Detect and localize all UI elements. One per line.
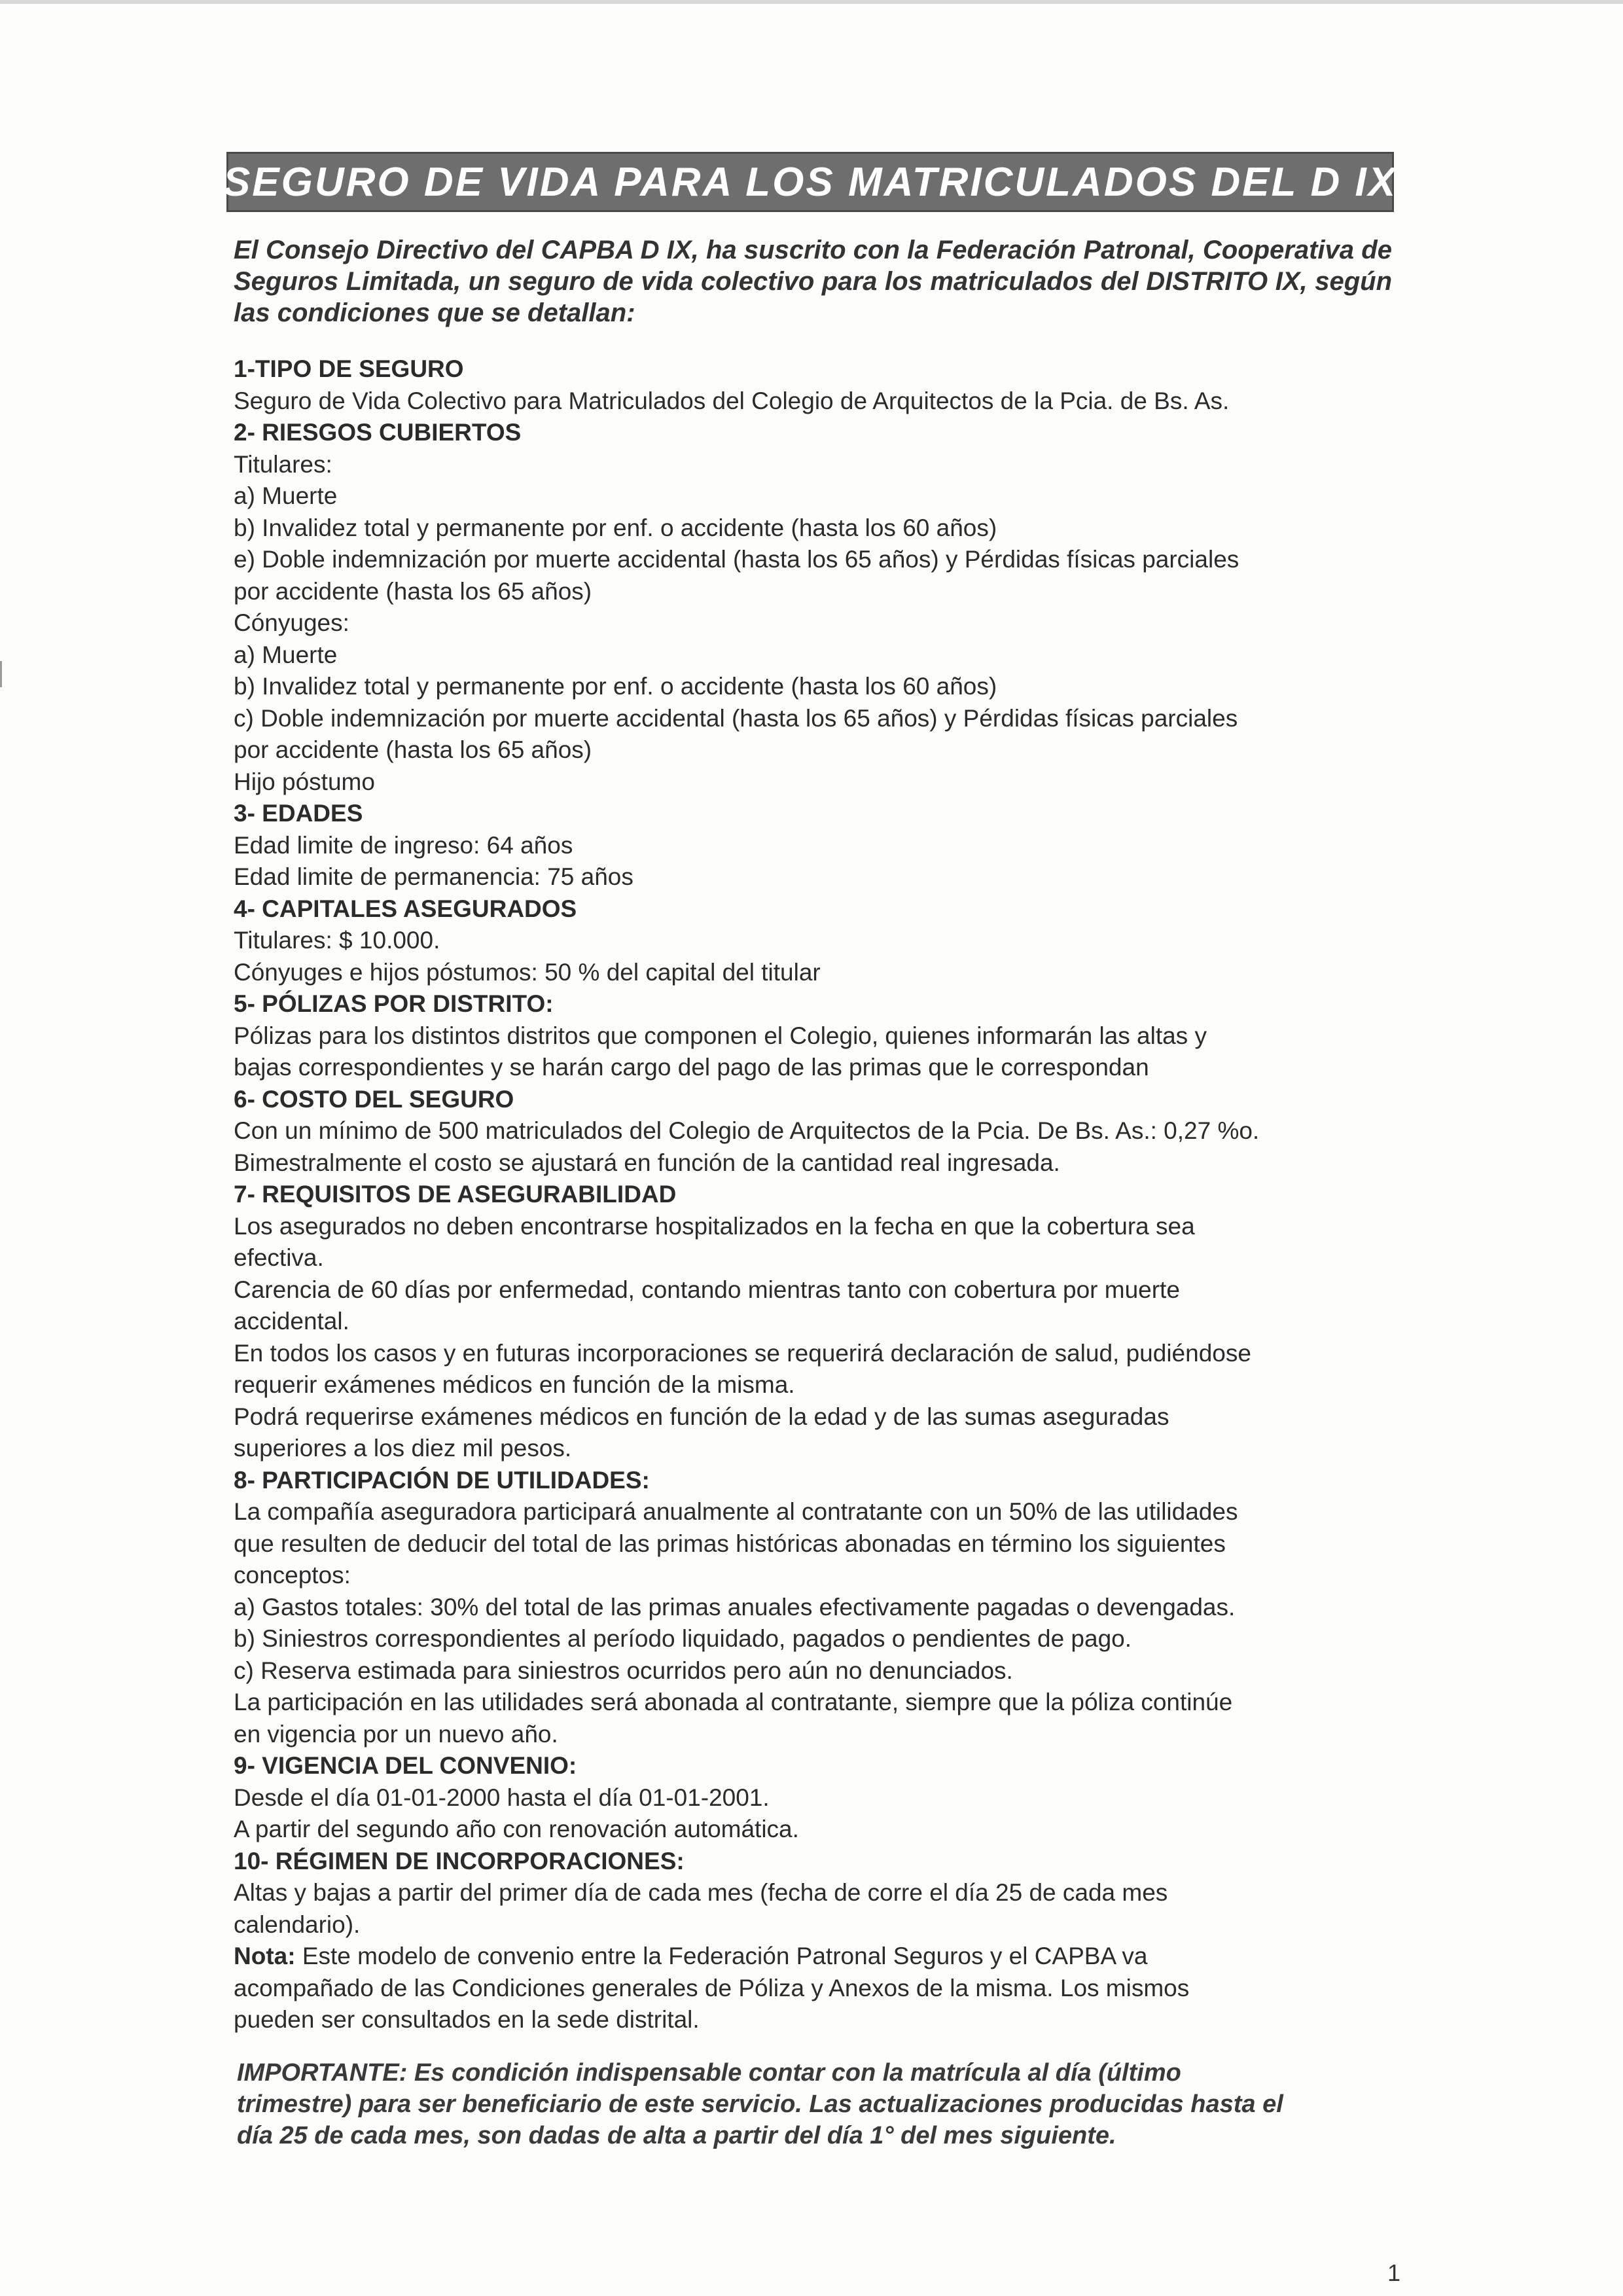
section-line: superiores a los diez mil pesos. bbox=[234, 1435, 572, 1462]
important-line: trimestre) para ser beneficiario de este servicio. Las actualizaciones producidas hasta el bbox=[237, 2090, 1283, 2118]
scan-margin-mark bbox=[0, 661, 2, 687]
section-heading-polizas-por-distrito: 5- PÓLIZAS POR DISTRITO: bbox=[234, 990, 554, 1017]
section-line: Desde el día 01-01-2000 hasta el día 01-01-2001. bbox=[234, 1784, 770, 1811]
section-line: conceptos: bbox=[234, 1562, 351, 1588]
section-line: Seguro de Vida Colectivo para Matriculados del Colegio de Arquitectos de la Pcia. de Bs. As. bbox=[234, 387, 1230, 414]
section-line: Titulares: $ 10.000. bbox=[234, 927, 440, 954]
section-heading-riesgos-cubiertos: 2- RIESGOS CUBIERTOS bbox=[234, 419, 522, 446]
section-line: efectiva. bbox=[234, 1244, 324, 1271]
section-line: c) Doble indemnización por muerte accidental (hasta los 65 años) y Pérdidas físicas parciales bbox=[234, 704, 1238, 732]
page-number: 1 bbox=[1387, 2259, 1401, 2286]
section-line: Podrá requerirse exámenes médicos en función de la edad y de las sumas aseguradas bbox=[234, 1403, 1169, 1430]
section-heading-participacion-utilidades: 8- PARTICIPACIÓN DE UTILIDADES: bbox=[234, 1466, 650, 1494]
section-line: En todos los casos y en futuras incorporaciones se requerirá declaración de salud, pudiéndose bbox=[234, 1339, 1251, 1367]
section-heading-requisitos-asegurabilidad: 7- REQUISITOS DE ASEGURABILIDAD bbox=[234, 1181, 677, 1208]
title-banner bbox=[223, 152, 1398, 212]
section-line: Edad limite de ingreso: 64 años bbox=[234, 831, 573, 859]
important-line: IMPORTANTE: Es condición indispensable contar con la matrícula al día (último bbox=[237, 2059, 1181, 2087]
section-heading-tipo-seguro: 1-TIPO DE SEGURO bbox=[234, 355, 464, 382]
section-line: en vigencia por un nuevo año. bbox=[234, 1720, 558, 1748]
section-line: Bimestralmente el costo se ajustará en función de la cantidad real ingresada. bbox=[234, 1149, 1060, 1176]
note-line-first bbox=[234, 1941, 1399, 1973]
conditions-body bbox=[234, 353, 1399, 2036]
section-heading-vigencia-convenio: 9- VIGENCIA DEL CONVENIO: bbox=[234, 1752, 577, 1779]
section-line: calendario). bbox=[234, 1910, 361, 1938]
note-line: acompañado de las Condiciones generales de Póliza y Anexos de la misma. Los mismos bbox=[234, 1974, 1190, 2001]
note-line: pueden ser consultados en la sede distrital. bbox=[234, 2006, 700, 2033]
section-line: A partir del segundo año con renovación automática. bbox=[234, 1816, 799, 1842]
section-line: b) Invalidez total y permanente por enf. o accidente (hasta los 60 años) bbox=[234, 673, 997, 700]
section-line: Titulares: bbox=[234, 450, 332, 478]
section-line: Altas y bajas a partir del primer día de cada mes (fecha de corre el día 25 de cada mes bbox=[234, 1879, 1168, 1906]
section-line: a) Muerte bbox=[234, 482, 338, 509]
section-line: La compañía aseguradora participará anualmente al contratante con un 50% de las utilidades bbox=[234, 1498, 1238, 1525]
important-line: día 25 de cada mes, son dadas de alta a partir del día 1° del mes siguiente. bbox=[237, 2122, 1116, 2149]
section-line: Edad limite de permanencia: 75 años bbox=[234, 863, 633, 890]
section-line: Pólizas para los distintos distritos que componen el Colegio, quienes informarán las altas y bbox=[234, 1022, 1207, 1049]
section-line: que resulten de deducir del total de las primas históricas abonadas en término los siguientes bbox=[234, 1530, 1226, 1557]
section-line: Carencia de 60 días por enfermedad, contando mientras tanto con cobertura por muerte bbox=[234, 1276, 1180, 1303]
section-heading-capitales-asegurados: 4- CAPITALES ASEGURADOS bbox=[234, 895, 577, 922]
section-line: c) Reserva estimada para siniestros ocurridos pero aún no denunciados. bbox=[234, 1657, 1013, 1684]
section-line: requerir exámenes médicos en función de la misma. bbox=[234, 1371, 795, 1398]
section-line: Los asegurados no deben encontrarse hospitalizados en la fecha en que la cobertura sea bbox=[234, 1212, 1195, 1240]
section-line: por accidente (hasta los 65 años) bbox=[234, 736, 592, 763]
section-line: Con un mínimo de 500 matriculados del Colegio de Arquitectos de la Pcia. De Bs. As.: 0,27 %o. bbox=[234, 1117, 1260, 1144]
section-line: b) Siniestros correspondientes al período liquidado, pagados o pendientes de pago. bbox=[234, 1625, 1132, 1652]
section-line: accidental. bbox=[234, 1308, 349, 1335]
scan-top-edge bbox=[0, 0, 1623, 4]
section-line: bajas correspondientes y se harán cargo del pago de las primas que le correspondan bbox=[234, 1054, 1149, 1081]
intro-paragraph: El Consejo Directivo del CAPBA D IX, ha suscrito con la Federación Patronal, Cooperativa de Seguros Limitada, un seguro de vida colectivo para los matriculados del DISTRITO IX, según las condiciones que se detallan: bbox=[234, 236, 1392, 327]
section-line: Cónyuges: bbox=[234, 609, 349, 636]
section-line: e) Doble indemnización por muerte accidental (hasta los 65 años) y Pérdidas físicas parciales bbox=[234, 546, 1240, 573]
section-heading-costo-seguro: 6- COSTO DEL SEGURO bbox=[234, 1085, 514, 1113]
section-line: La participación en las utilidades será abonada al contratante, siempre que la póliza continúe bbox=[234, 1689, 1233, 1715]
section-line: b) Invalidez total y permanente por enf. o accidente (hasta los 60 años) bbox=[234, 514, 997, 541]
note-text: Este modelo de convenio entre la Federación Patronal Seguros y el CAPBA va bbox=[295, 1943, 1148, 1969]
section-heading-edades: 3- EDADES bbox=[234, 800, 363, 827]
section-heading-regimen-incorporaciones: 10- RÉGIMEN DE INCORPORACIONES: bbox=[234, 1847, 685, 1874]
note-label: Nota: bbox=[234, 1943, 296, 1969]
section-line: Cónyuges e hijos póstumos: 50 % del capital del titular bbox=[234, 958, 821, 986]
section-line: por accidente (hasta los 65 años) bbox=[234, 577, 592, 605]
important-notice bbox=[237, 2057, 1395, 2151]
section-line: Hijo póstumo bbox=[234, 768, 375, 795]
section-line: a) Gastos totales: 30% del total de las primas anuales efectivamente pagadas o devengadas. bbox=[234, 1593, 1236, 1621]
page-title: SEGURO DE VIDA PARA LOS MATRICULADOS DEL D IX bbox=[223, 159, 1398, 205]
section-line: a) Muerte bbox=[234, 641, 338, 668]
